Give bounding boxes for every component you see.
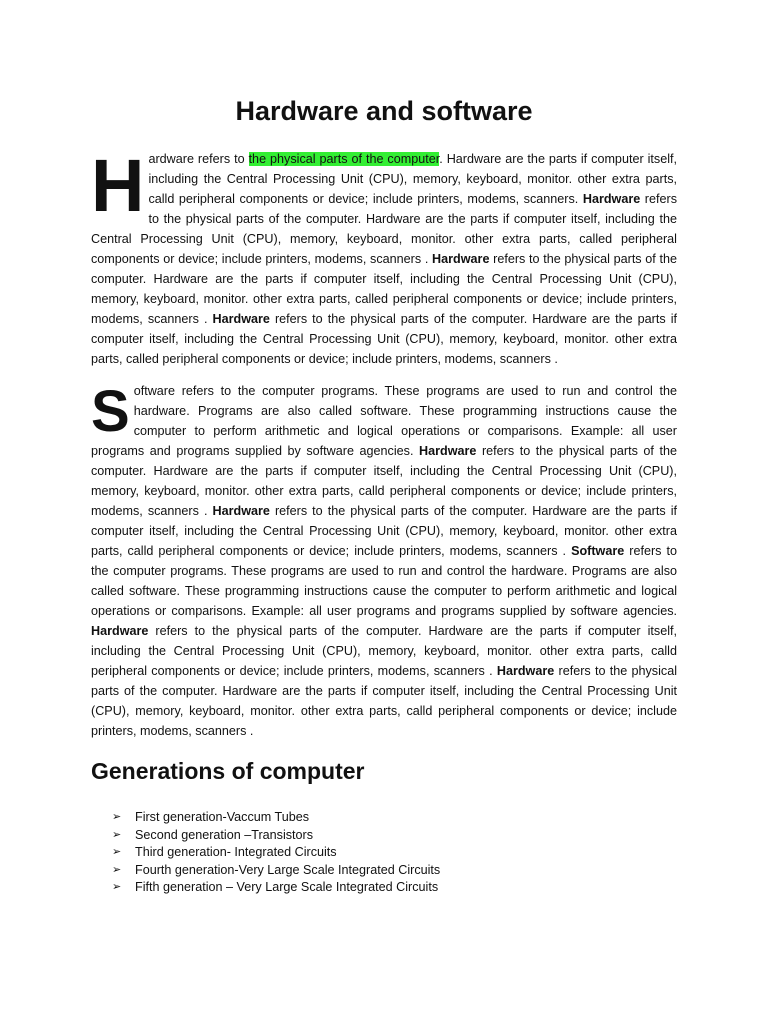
arrow-bullet-icon: ➢ — [112, 828, 122, 841]
arrow-bullet-icon: ➢ — [112, 863, 122, 876]
list-item — [112, 844, 440, 862]
paragraph-text: refers to the computer programs. These programs are used to run and control the hardware. Programs are also called software. These programming instructions cause the computer to perform arithmetic and logical operations or comparisons. Example: all user programs and programs supplied by software agencies. — [91, 544, 677, 618]
paragraph-text: refers to the physical parts of the computer. Hardware are the parts if computer itself, including the Central Processing Unit (CPU), memory, keyboard, monitor. other extra parts, calld peripheral components or device; include printers, modems, scanners . — [91, 504, 677, 558]
drop-cap-s: S — [91, 379, 130, 444]
bold-term: Software — [571, 544, 625, 558]
arrow-bullet-icon: ➢ — [112, 811, 122, 823]
paragraph-text: ardware refers to — [148, 152, 249, 166]
arrow-bullet-icon: ➢ — [112, 881, 122, 893]
list-item-text: Fourth generation-Very Large Scale Integrated Circuits — [135, 862, 441, 877]
list-item-text: Second generation –Transistors — [135, 827, 314, 842]
highlighted-text: the physical parts of the computer — [248, 152, 440, 166]
list-item — [112, 809, 440, 827]
arrow-bullet-icon: ➢ — [112, 846, 122, 858]
paragraph-text: oftware refers to the computer programs. These programs are used to run and control the hardware. Programs are also called software. These programming instructions cause the computer to perform arithmetic and logical operations or comparisons. Example: all user programs and programs supplied by software agencies. — [91, 384, 677, 458]
bold-term: Hardware — [419, 444, 477, 458]
list-item — [112, 879, 440, 897]
bold-term: Hardware — [432, 252, 490, 266]
page-title: Hardware and software — [235, 96, 533, 126]
paragraph-text: refers to the physical parts of the computer. Hardware are the parts if computer itself, including the Central Processing Unit (CPU), memory, keyboard, monitor. other extra parts, calld peripheral components or device; include printers, modems, scanners . — [91, 444, 677, 518]
list-item — [112, 827, 440, 845]
bold-term: Hardware — [212, 312, 270, 326]
paragraph-text: refers to the physical parts of the computer. Hardware are the parts if computer itself, including the Central Processing Unit (CPU), memory, keyboard, monitor. other extra parts, calld peripheral components or device; include printers, modems, scanners . — [91, 624, 677, 678]
bold-term: Hardware — [212, 504, 270, 518]
paragraph-text: . Hardware are the parts if computer itself, including the Central Processing Unit (CPU), memory, keyboard, monitor. other extra parts, calld peripheral components or device; include printers, modems, scanners. — [148, 152, 678, 206]
list-item — [112, 862, 440, 880]
generations-list — [112, 809, 440, 897]
software-paragraph — [91, 381, 677, 741]
list-item-text: Third generation- Integrated Circuits — [135, 845, 337, 859]
drop-cap-h: H — [91, 144, 145, 227]
paragraph-text: refers to the physical parts of the computer. Hardware are the parts if computer itself, including the Central Processing Unit (CPU), memory, keyboard, monitor. other extra parts, calld peripheral components or device; include printers, modems, scanners . — [91, 664, 678, 738]
list-item-text: Fifth generation – Very Large Scale Integrated Circuits — [135, 880, 439, 894]
paragraph-text: refers to the physical parts of the computer. Hardware are the parts if computer itself, including the Central Processing Unit (CPU), memory, keyboard, monitor. other extra parts, called peripheral components or device; include printers, modems, scanners . — [91, 252, 678, 326]
paragraph-text: refers to the physical parts of the computer. Hardware are the parts if computer itself, including the Central Processing Unit (CPU), memory, keyboard, monitor. other extra parts, called peripheral components or device; include printers, modems, scanners . — [91, 192, 677, 266]
bold-term: Hardware — [582, 192, 641, 206]
section-heading: Generations of computer — [91, 758, 365, 784]
paragraph-text: refers to the physical parts of the computer. Hardware are the parts if computer itself, including the Central Processing Unit (CPU), memory, keyboard, monitor. other extra parts, called peripheral components or device; include printers, modems, scanners . — [91, 312, 677, 366]
bold-term: Hardware — [91, 624, 149, 638]
hardware-paragraph — [91, 144, 678, 369]
list-item-text: First generation-Vaccum Tubes — [135, 810, 310, 824]
bold-term: Hardware — [496, 664, 555, 678]
